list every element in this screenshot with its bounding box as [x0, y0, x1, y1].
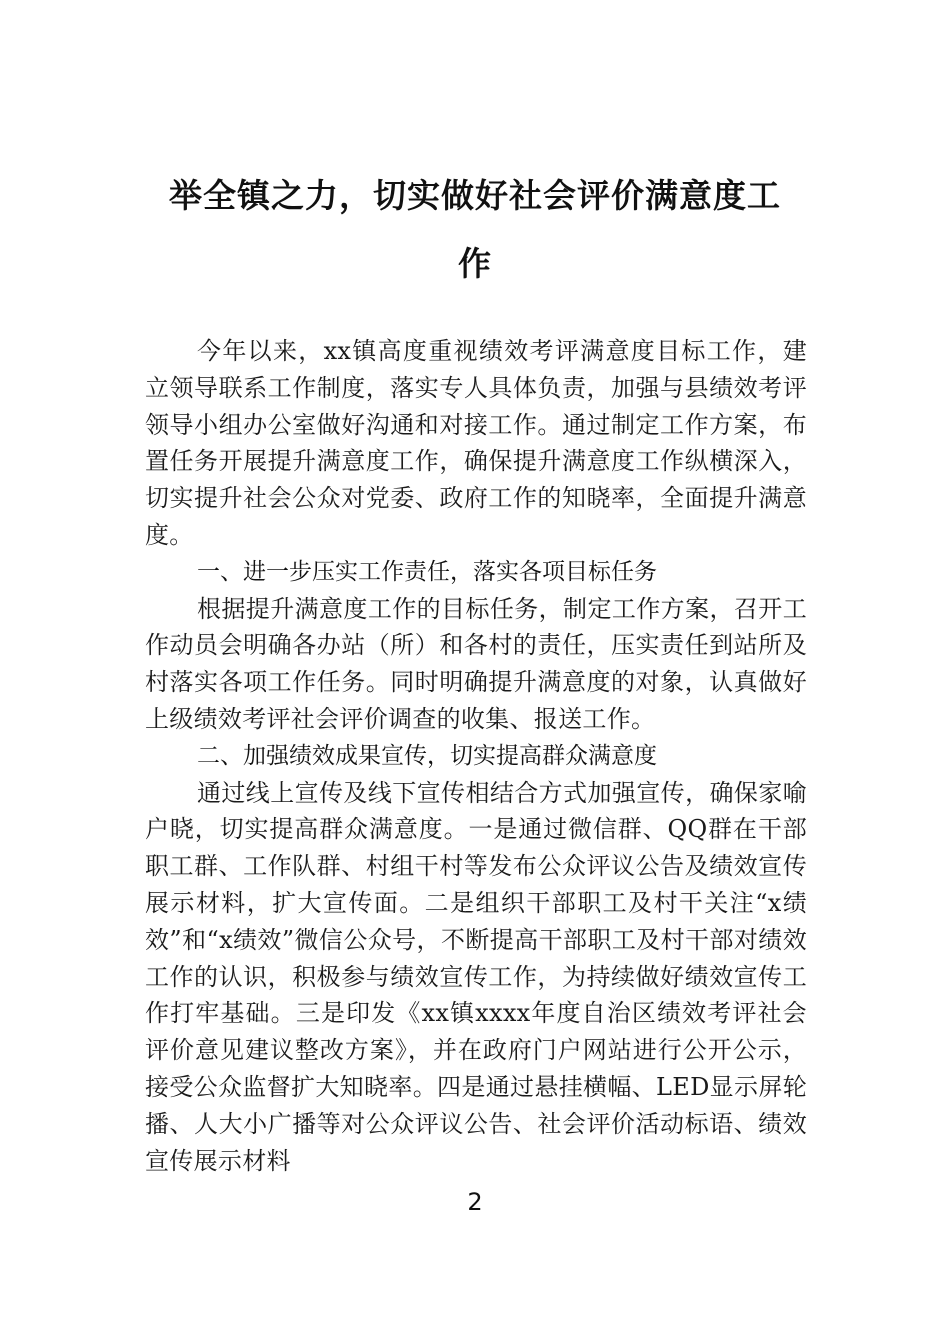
section-2-paragraph: 通过线上宣传及线下宣传相结合方式加强宣传，确保家喻户晓，切实提高群众满意度。一是通过微信群、QQ群在干部职工群、工作队群、村组干村等发布公众评议公告及绩效宣传展示材料，扩大宣传面。二是组织干部职工及村干关注“x绩效”和“x绩效”微信公众号，不断提高干部职工及村干部对绩效工作的认识，积极参与绩效宣传工作，为持续做好绩效宣传工作打牢基础。三是印发《xx镇xxxx年度自治区绩效考评社会评价意见建议整改方案》，并在政府门户网站进行公开公示，接受公众监督扩大知晓率。四是通过悬挂横幅、LED显示屏轮播、人大小广播等对公众评议公告、社会评价活动标语、绩效宣传展示材料	[145, 778, 807, 1175]
section-heading-1: 一、进一步压实工作责任，落实各项目标任务	[197, 558, 657, 585]
document-body	[145, 333, 807, 1179]
section-1-paragraph: 根据提升满意度工作的目标任务，制定工作方案，召开工作动员会明确各办站（所）和各村的责任，压实责任到站所及村落实各项工作任务。同时明确提升满意度的对象，认真做好上级绩效考评社会评价调查的收集、报送工作。	[145, 594, 807, 733]
document-title-line-2: 作	[458, 244, 492, 283]
document-title-line-1: 举全镇之力，切实做好社会评价满意度工	[169, 176, 781, 215]
page-number: 2	[467, 1188, 483, 1216]
section-heading-2: 二、加强绩效成果宣传，切实提高群众满意度	[197, 742, 657, 769]
intro-paragraph: 今年以来，xx镇高度重视绩效考评满意度目标工作，建立领导联系工作制度，落实专人具体负责，加强与县绩效考评领导小组办公室做好沟通和对接工作。通过制定工作方案，布置任务开展提升满意度工作，确保提升满意度工作纵横深入，切实提升社会公众对党委、政府工作的知晓率，全面提升满意度。	[145, 337, 807, 549]
